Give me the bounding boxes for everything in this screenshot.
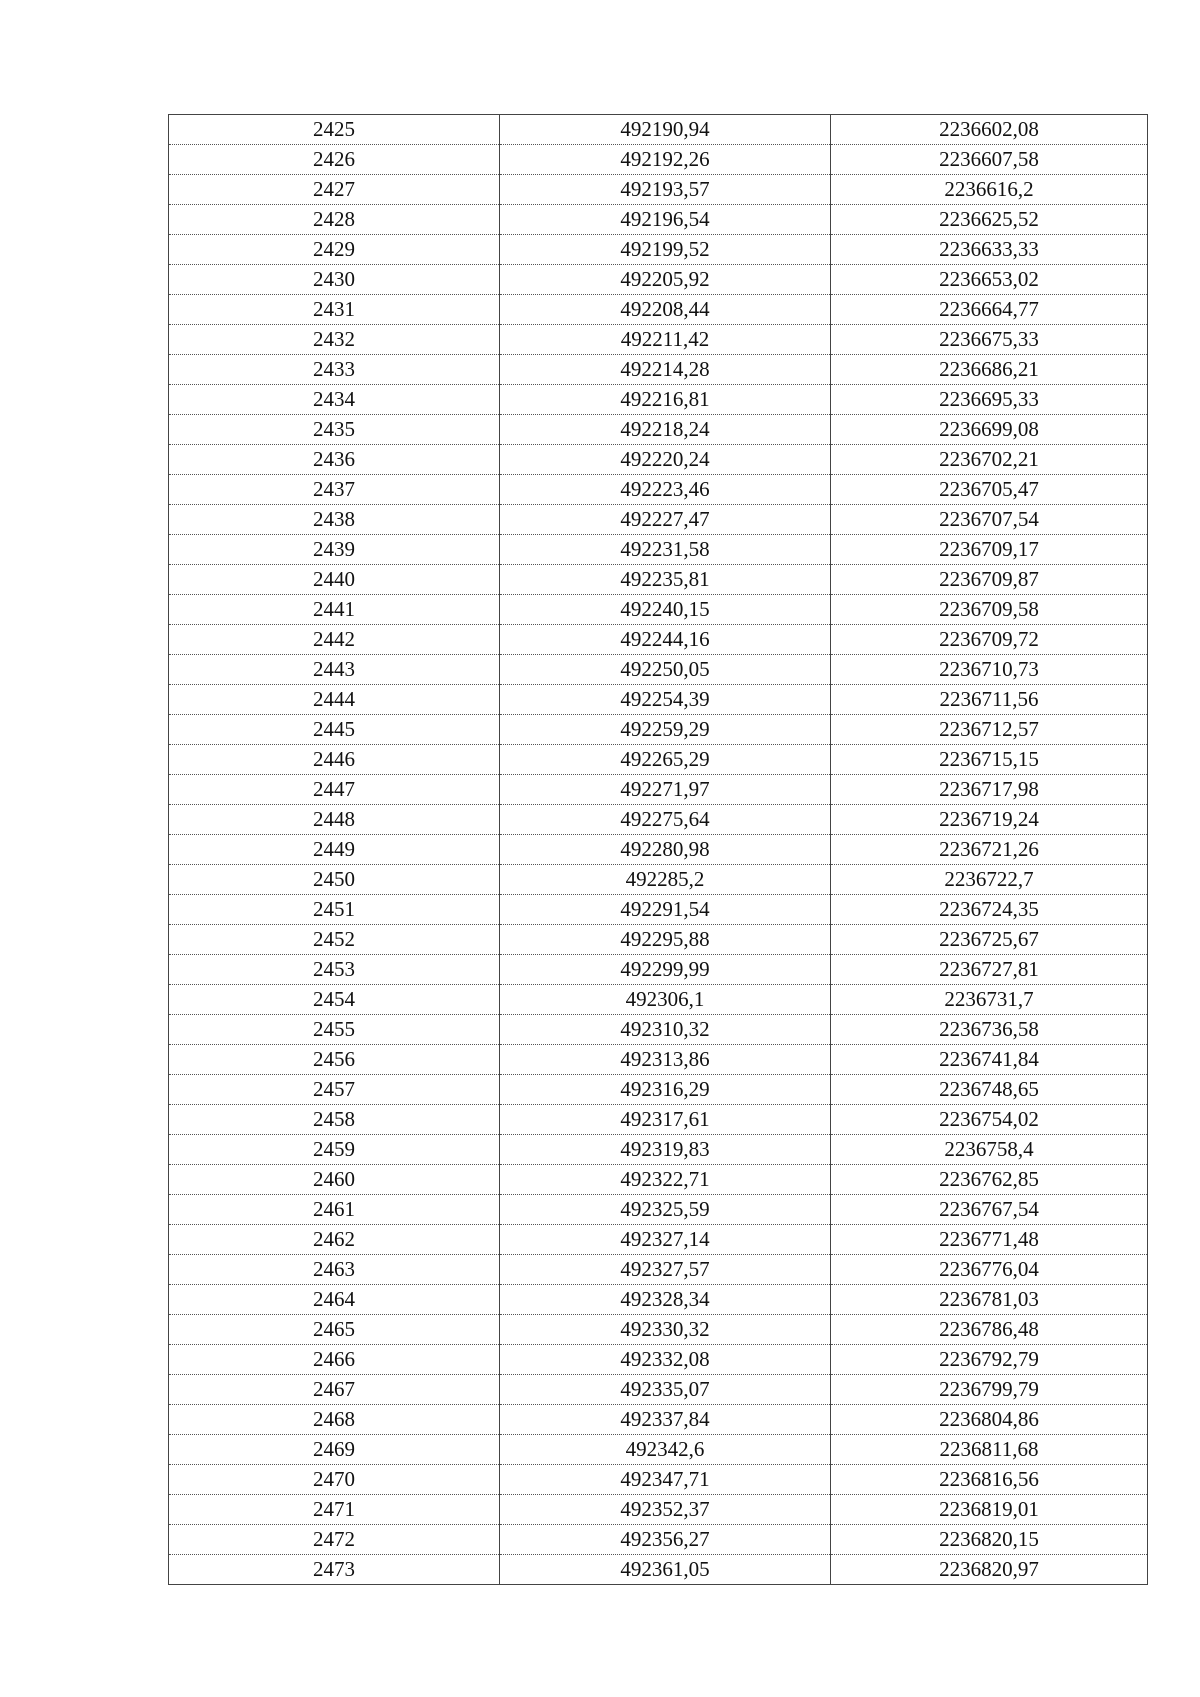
table-row [169,415,1148,445]
point-number-cell: 2429 [169,235,500,265]
x-coordinate-cell: 492214,28 [500,355,831,385]
table-row [169,1405,1148,1435]
y-coordinate-cell: 2236776,04 [831,1255,1148,1285]
point-number-cell: 2428 [169,205,500,235]
table-row [169,205,1148,235]
x-coordinate-cell: 492231,58 [500,535,831,565]
table-row [169,1345,1148,1375]
table-row [169,115,1148,145]
point-number-cell: 2446 [169,745,500,775]
point-number-cell: 2465 [169,1315,500,1345]
y-coordinate-cell: 2236725,67 [831,925,1148,955]
table-row [169,145,1148,175]
x-coordinate-cell: 492327,57 [500,1255,831,1285]
point-number-cell: 2469 [169,1435,500,1465]
y-coordinate-cell: 2236686,21 [831,355,1148,385]
x-coordinate-cell: 492193,57 [500,175,831,205]
point-number-cell: 2472 [169,1525,500,1555]
x-coordinate-cell: 492337,84 [500,1405,831,1435]
table-row [169,1285,1148,1315]
y-coordinate-cell: 2236711,56 [831,685,1148,715]
y-coordinate-cell: 2236811,68 [831,1435,1148,1465]
point-number-cell: 2458 [169,1105,500,1135]
point-number-cell: 2459 [169,1135,500,1165]
x-coordinate-cell: 492208,44 [500,295,831,325]
x-coordinate-cell: 492227,47 [500,505,831,535]
point-number-cell: 2447 [169,775,500,805]
table-row [169,775,1148,805]
y-coordinate-cell: 2236816,56 [831,1465,1148,1495]
table-row [169,385,1148,415]
x-coordinate-cell: 492218,24 [500,415,831,445]
x-coordinate-cell: 492352,37 [500,1495,831,1525]
point-number-cell: 2426 [169,145,500,175]
point-number-cell: 2443 [169,655,500,685]
coordinates-table-body [169,115,1148,1585]
point-number-cell: 2457 [169,1075,500,1105]
table-row [169,295,1148,325]
y-coordinate-cell: 2236820,97 [831,1555,1148,1585]
y-coordinate-cell: 2236804,86 [831,1405,1148,1435]
x-coordinate-cell: 492313,86 [500,1045,831,1075]
point-number-cell: 2452 [169,925,500,955]
x-coordinate-cell: 492310,32 [500,1015,831,1045]
point-number-cell: 2437 [169,475,500,505]
x-coordinate-cell: 492328,34 [500,1285,831,1315]
table-row [169,1015,1148,1045]
y-coordinate-cell: 2236799,79 [831,1375,1148,1405]
point-number-cell: 2456 [169,1045,500,1075]
table-row [169,1195,1148,1225]
point-number-cell: 2448 [169,805,500,835]
y-coordinate-cell: 2236675,33 [831,325,1148,355]
x-coordinate-cell: 492356,27 [500,1525,831,1555]
point-number-cell: 2470 [169,1465,500,1495]
x-coordinate-cell: 492196,54 [500,205,831,235]
point-number-cell: 2454 [169,985,500,1015]
y-coordinate-cell: 2236653,02 [831,265,1148,295]
x-coordinate-cell: 492254,39 [500,685,831,715]
y-coordinate-cell: 2236741,84 [831,1045,1148,1075]
x-coordinate-cell: 492211,42 [500,325,831,355]
y-coordinate-cell: 2236762,85 [831,1165,1148,1195]
y-coordinate-cell: 2236709,87 [831,565,1148,595]
x-coordinate-cell: 492347,71 [500,1465,831,1495]
x-coordinate-cell: 492332,08 [500,1345,831,1375]
table-row [169,1255,1148,1285]
x-coordinate-cell: 492342,6 [500,1435,831,1465]
y-coordinate-cell: 2236710,73 [831,655,1148,685]
x-coordinate-cell: 492280,98 [500,835,831,865]
point-number-cell: 2427 [169,175,500,205]
table-row [169,1315,1148,1345]
y-coordinate-cell: 2236607,58 [831,145,1148,175]
table-row [169,745,1148,775]
table-row [169,805,1148,835]
point-number-cell: 2467 [169,1375,500,1405]
point-number-cell: 2468 [169,1405,500,1435]
table-row [169,625,1148,655]
y-coordinate-cell: 2236709,17 [831,535,1148,565]
y-coordinate-cell: 2236712,57 [831,715,1148,745]
point-number-cell: 2460 [169,1165,500,1195]
x-coordinate-cell: 492291,54 [500,895,831,925]
x-coordinate-cell: 492259,29 [500,715,831,745]
table-row [169,1465,1148,1495]
y-coordinate-cell: 2236727,81 [831,955,1148,985]
point-number-cell: 2435 [169,415,500,445]
x-coordinate-cell: 492361,05 [500,1555,831,1585]
y-coordinate-cell: 2236781,03 [831,1285,1148,1315]
point-number-cell: 2436 [169,445,500,475]
table-row [169,1555,1148,1585]
point-number-cell: 2450 [169,865,500,895]
x-coordinate-cell: 492275,64 [500,805,831,835]
table-row [169,1435,1148,1465]
y-coordinate-cell: 2236731,7 [831,985,1148,1015]
y-coordinate-cell: 2236792,79 [831,1345,1148,1375]
y-coordinate-cell: 2236736,58 [831,1015,1148,1045]
x-coordinate-cell: 492316,29 [500,1075,831,1105]
y-coordinate-cell: 2236786,48 [831,1315,1148,1345]
table-row [169,175,1148,205]
y-coordinate-cell: 2236719,24 [831,805,1148,835]
x-coordinate-cell: 492306,1 [500,985,831,1015]
y-coordinate-cell: 2236695,33 [831,385,1148,415]
point-number-cell: 2449 [169,835,500,865]
y-coordinate-cell: 2236715,15 [831,745,1148,775]
table-row [169,1495,1148,1525]
x-coordinate-cell: 492205,92 [500,265,831,295]
x-coordinate-cell: 492190,94 [500,115,831,145]
table-row [169,595,1148,625]
x-coordinate-cell: 492322,71 [500,1165,831,1195]
x-coordinate-cell: 492216,81 [500,385,831,415]
point-number-cell: 2445 [169,715,500,745]
y-coordinate-cell: 2236602,08 [831,115,1148,145]
point-number-cell: 2438 [169,505,500,535]
y-coordinate-cell: 2236717,98 [831,775,1148,805]
table-row [169,565,1148,595]
y-coordinate-cell: 2236705,47 [831,475,1148,505]
point-number-cell: 2432 [169,325,500,355]
point-number-cell: 2441 [169,595,500,625]
table-row [169,445,1148,475]
y-coordinate-cell: 2236625,52 [831,205,1148,235]
x-coordinate-cell: 492319,83 [500,1135,831,1165]
point-number-cell: 2442 [169,625,500,655]
y-coordinate-cell: 2236820,15 [831,1525,1148,1555]
y-coordinate-cell: 2236699,08 [831,415,1148,445]
y-coordinate-cell: 2236767,54 [831,1195,1148,1225]
table-row [169,655,1148,685]
x-coordinate-cell: 492240,15 [500,595,831,625]
table-row [169,265,1148,295]
x-coordinate-cell: 492199,52 [500,235,831,265]
x-coordinate-cell: 492244,16 [500,625,831,655]
point-number-cell: 2471 [169,1495,500,1525]
table-row [169,895,1148,925]
y-coordinate-cell: 2236748,65 [831,1075,1148,1105]
x-coordinate-cell: 492335,07 [500,1375,831,1405]
x-coordinate-cell: 492265,29 [500,745,831,775]
table-row [169,1075,1148,1105]
point-number-cell: 2431 [169,295,500,325]
table-row [169,715,1148,745]
point-number-cell: 2473 [169,1555,500,1585]
table-row [169,355,1148,385]
table-row [169,865,1148,895]
point-number-cell: 2439 [169,535,500,565]
point-number-cell: 2464 [169,1285,500,1315]
point-number-cell: 2440 [169,565,500,595]
table-row [169,925,1148,955]
table-row [169,685,1148,715]
y-coordinate-cell: 2236721,26 [831,835,1148,865]
table-row [169,1135,1148,1165]
point-number-cell: 2444 [169,685,500,715]
y-coordinate-cell: 2236633,33 [831,235,1148,265]
table-row [169,1375,1148,1405]
x-coordinate-cell: 492271,97 [500,775,831,805]
table-row [169,955,1148,985]
table-row [169,475,1148,505]
table-row [169,1165,1148,1195]
y-coordinate-cell: 2236709,72 [831,625,1148,655]
table-row [169,535,1148,565]
table-row [169,1045,1148,1075]
point-number-cell: 2466 [169,1345,500,1375]
x-coordinate-cell: 492327,14 [500,1225,831,1255]
point-number-cell: 2463 [169,1255,500,1285]
y-coordinate-cell: 2236754,02 [831,1105,1148,1135]
x-coordinate-cell: 492317,61 [500,1105,831,1135]
y-coordinate-cell: 2236664,77 [831,295,1148,325]
y-coordinate-cell: 2236702,21 [831,445,1148,475]
table-row [169,1225,1148,1255]
table-row [169,835,1148,865]
coordinates-table [168,114,1148,1585]
x-coordinate-cell: 492285,2 [500,865,831,895]
table-row [169,325,1148,355]
table-row [169,1105,1148,1135]
x-coordinate-cell: 492295,88 [500,925,831,955]
table-row [169,985,1148,1015]
point-number-cell: 2430 [169,265,500,295]
point-number-cell: 2455 [169,1015,500,1045]
x-coordinate-cell: 492223,46 [500,475,831,505]
x-coordinate-cell: 492220,24 [500,445,831,475]
point-number-cell: 2451 [169,895,500,925]
point-number-cell: 2433 [169,355,500,385]
y-coordinate-cell: 2236722,7 [831,865,1148,895]
point-number-cell: 2461 [169,1195,500,1225]
x-coordinate-cell: 492325,59 [500,1195,831,1225]
y-coordinate-cell: 2236771,48 [831,1225,1148,1255]
table-row [169,1525,1148,1555]
y-coordinate-cell: 2236758,4 [831,1135,1148,1165]
x-coordinate-cell: 492235,81 [500,565,831,595]
point-number-cell: 2425 [169,115,500,145]
x-coordinate-cell: 492192,26 [500,145,831,175]
y-coordinate-cell: 2236724,35 [831,895,1148,925]
x-coordinate-cell: 492250,05 [500,655,831,685]
point-number-cell: 2462 [169,1225,500,1255]
table-row [169,235,1148,265]
point-number-cell: 2453 [169,955,500,985]
y-coordinate-cell: 2236707,54 [831,505,1148,535]
x-coordinate-cell: 492299,99 [500,955,831,985]
table-row [169,505,1148,535]
point-number-cell: 2434 [169,385,500,415]
y-coordinate-cell: 2236616,2 [831,175,1148,205]
x-coordinate-cell: 492330,32 [500,1315,831,1345]
y-coordinate-cell: 2236819,01 [831,1495,1148,1525]
y-coordinate-cell: 2236709,58 [831,595,1148,625]
